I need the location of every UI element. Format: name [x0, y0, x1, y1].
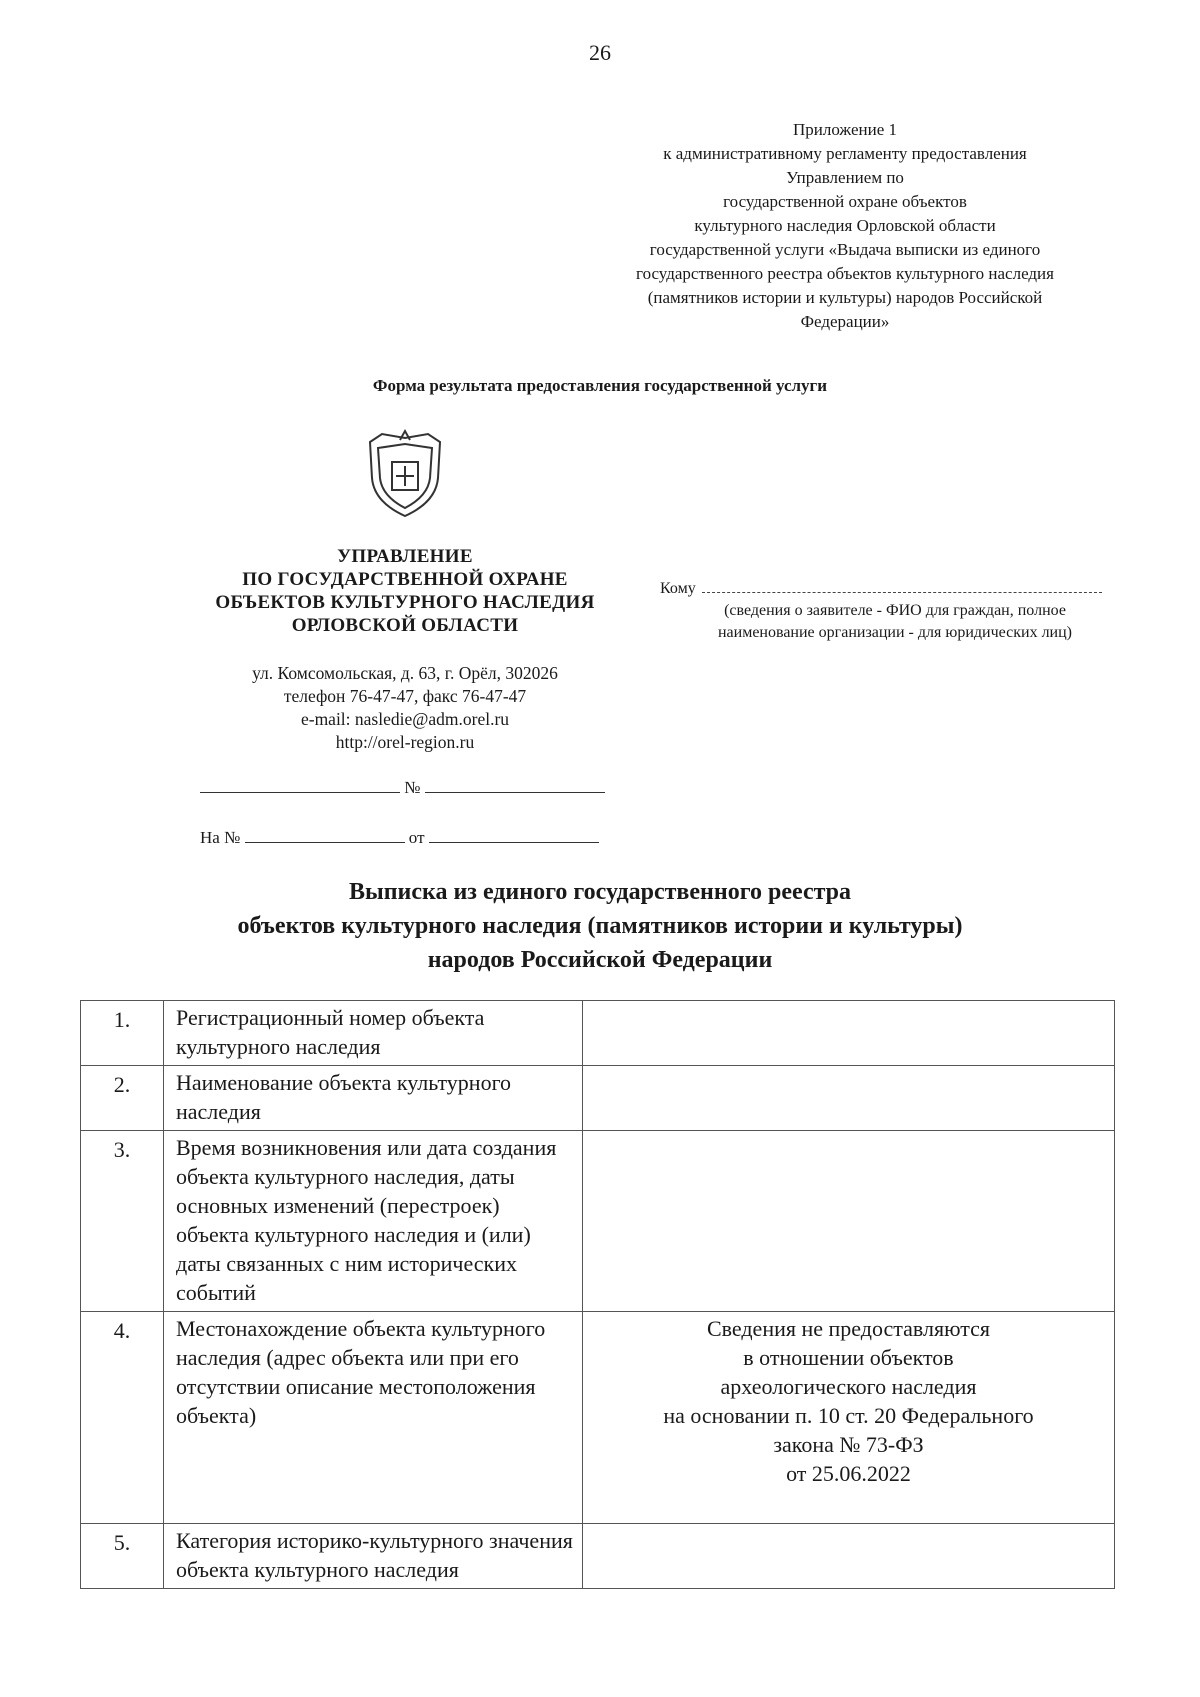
from-label: от	[408, 828, 425, 847]
table-row	[81, 1001, 1115, 1066]
reply-date-blank[interactable]	[429, 828, 599, 843]
row-field-name: Наименование объекта культурного наследия	[164, 1066, 583, 1131]
appendix-line: Приложение 1	[793, 120, 897, 139]
row-value	[583, 1131, 1115, 1312]
table-row	[81, 1524, 1115, 1589]
value-line: на основании п. 10 ст. 20 Федерального	[663, 1403, 1034, 1428]
page-number: 26	[589, 40, 611, 65]
row-value	[583, 1312, 1115, 1524]
recipient-block	[660, 578, 1130, 644]
row-number: 3.	[81, 1131, 164, 1312]
org-phone: телефон 76-47-47, факс 76-47-47	[283, 686, 527, 706]
organization-contacts	[170, 662, 640, 754]
date-blank[interactable]	[200, 778, 400, 793]
value-line: Сведения не предоставляются	[706, 1316, 991, 1341]
row-number: 4.	[81, 1312, 164, 1524]
org-website: http://orel-region.ru	[335, 732, 475, 752]
number-label: №	[404, 778, 421, 797]
org-email: e-mail: nasledie@adm.orel.ru	[300, 709, 510, 729]
extract-table	[80, 1000, 1115, 1589]
heading-line: народов Российской Федерации	[427, 947, 773, 973]
row-value	[583, 1524, 1115, 1589]
recipient-line	[660, 578, 1130, 600]
appendix-line: Федерации»	[800, 312, 890, 331]
row-number: 1.	[81, 1001, 164, 1066]
reply-number-blank[interactable]	[245, 828, 405, 843]
row-field-name: Категория историко-культурного значения объекта культурного наследия	[164, 1524, 583, 1589]
row-value	[583, 1066, 1115, 1131]
organization-name	[170, 545, 640, 637]
org-name-line: УПРАВЛЕНИЕ	[337, 546, 473, 567]
appendix-line: (памятников истории и культуры) народов Российской	[647, 288, 1043, 307]
value-line: археологического наследия	[720, 1374, 977, 1399]
coat-of-arms-icon	[362, 428, 448, 520]
row-field-name: Регистрационный номер объекта культурного наследия	[164, 1001, 583, 1066]
row-value	[583, 1001, 1115, 1066]
row-number: 2.	[81, 1066, 164, 1131]
row-field-name: Местонахождение объекта культурного наследия (адрес объекта или при его отсутствии описание местоположения объекта)	[164, 1312, 583, 1524]
value-line: закона № 73-ФЗ	[773, 1432, 924, 1457]
value-line: от 25.06.2022	[786, 1461, 911, 1486]
extract-heading	[0, 875, 1200, 977]
appendix-line: культурного наследия Орловской области	[694, 216, 996, 235]
heading-line: Выписка из единого государственного реестра	[348, 879, 852, 905]
reply-to-line	[200, 828, 599, 848]
form-title: Форма результата предоставления государственной услуги	[372, 376, 828, 395]
org-name-line: ПО ГОСУДАРСТВЕННОЙ ОХРАНЕ	[242, 569, 568, 590]
appendix-line: Управлением по	[786, 168, 904, 187]
table-row	[81, 1312, 1115, 1524]
org-name-line: ОБЪЕКТОВ КУЛЬТУРНОГО НАСЛЕДИЯ	[215, 592, 595, 613]
appendix-line: к административному регламенту предоставления	[663, 144, 1027, 163]
recipient-blank[interactable]	[702, 581, 1102, 593]
appendix-line: государственной услуги «Выдача выписки из единого	[649, 240, 1041, 259]
heading-line: объектов культурного наследия (памятников истории и культуры)	[237, 913, 963, 939]
recipient-label: Кому	[660, 580, 696, 597]
org-name-line: ОРЛОВСКОЙ ОБЛАСТИ	[291, 615, 519, 636]
number-blank[interactable]	[425, 778, 605, 793]
recipient-note-line: (сведения о заявителе - ФИО для граждан, полное	[724, 602, 1066, 619]
table-row	[81, 1066, 1115, 1131]
outgoing-number-line	[200, 778, 605, 798]
row-field-name: Время возникновения или дата создания объекта культурного наследия, даты основных изменений (перестроек) объекта культурного наследия и (или) даты связанных с ним исторических событий	[164, 1131, 583, 1312]
org-address: ул. Комсомольская, д. 63, г. Орёл, 302026	[252, 663, 558, 683]
value-line: в отношении объектов	[743, 1345, 954, 1370]
recipient-note-line: наименование организации - для юридических лиц)	[717, 624, 1073, 641]
appendix-line: государственной охране объектов	[723, 192, 967, 211]
appendix-line: государственного реестра объектов культурного наследия	[636, 264, 1054, 283]
reply-to-label: На №	[200, 828, 241, 847]
appendix-note	[540, 118, 1150, 334]
row-number: 5.	[81, 1524, 164, 1589]
table-row	[81, 1131, 1115, 1312]
